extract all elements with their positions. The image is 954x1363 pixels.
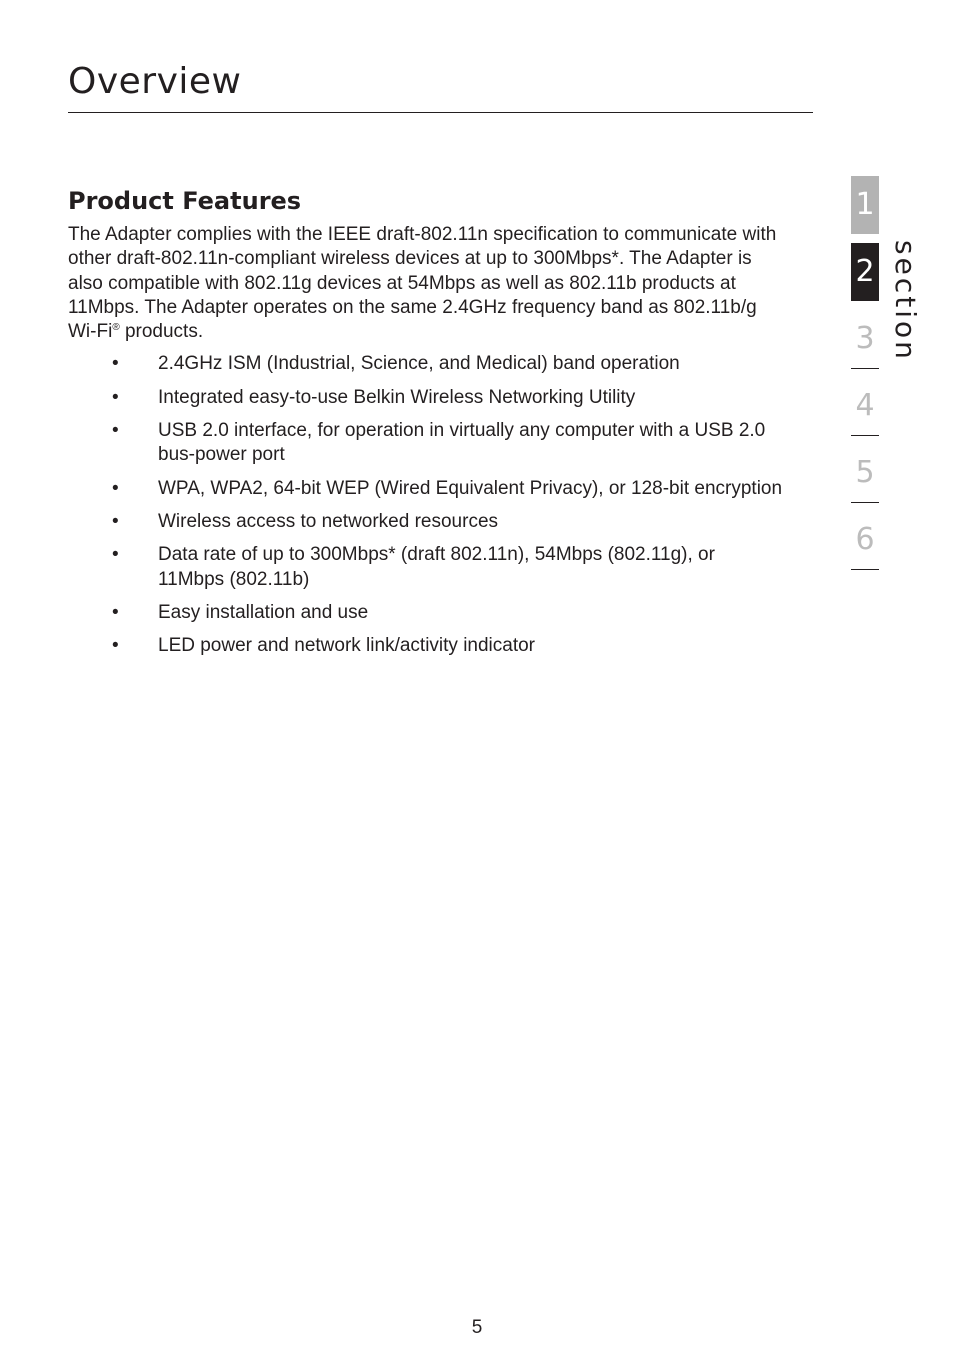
list-item bbox=[68, 352, 783, 376]
section-tab-4[interactable]: 4 bbox=[851, 377, 879, 436]
main-content bbox=[68, 183, 783, 667]
bullet: • bbox=[112, 353, 119, 375]
section-label: section bbox=[889, 240, 922, 362]
feature-list bbox=[68, 352, 783, 658]
section-tab-6[interactable]: 6 bbox=[851, 511, 879, 570]
feature-text: Data rate of up to 300Mbps* (draft 802.11n), 54Mbps (802.11g), or 11Mbps (802.11b) bbox=[158, 544, 715, 590]
section-tab-1[interactable]: 1 bbox=[851, 176, 879, 234]
bullet: • bbox=[112, 510, 119, 532]
list-item bbox=[68, 386, 783, 410]
feature-text: Integrated easy-to-use Belkin Wireless Networking Utility bbox=[158, 386, 636, 408]
list-item bbox=[68, 510, 783, 534]
intro-text: The Adapter complies with the IEEE draft-802.11n specification to communicate with other draft-802.11n-compliant wireless devices at up to 300Mbps*. The Adapter is also compatible with 802.11g devices at 54Mbps as well as 802.11b products at 11Mbps. The Adapter operates on the same 2.4GHz frequency band as 802.11b/g Wi-Fi bbox=[68, 224, 777, 343]
feature-text: Wireless access to networked resources bbox=[158, 510, 499, 532]
feature-text: 2.4GHz ISM (Industrial, Science, and Medical) band operation bbox=[158, 353, 680, 375]
feature-text: Easy installation and use bbox=[158, 601, 369, 623]
feature-text: LED power and network link/activity indicator bbox=[158, 635, 536, 657]
section-tab-3[interactable]: 3 bbox=[851, 310, 879, 369]
title-divider bbox=[68, 112, 813, 113]
page-title: Overview bbox=[68, 61, 242, 102]
list-item bbox=[68, 419, 783, 468]
bullet: • bbox=[112, 420, 119, 442]
bullet: • bbox=[112, 386, 119, 408]
list-item bbox=[68, 634, 783, 658]
list-item bbox=[68, 477, 783, 501]
bullet: • bbox=[112, 477, 119, 499]
bullet: • bbox=[112, 601, 119, 623]
list-item bbox=[68, 543, 783, 592]
list-item bbox=[68, 601, 783, 625]
intro-paragraph bbox=[68, 223, 783, 344]
section-tab-5[interactable]: 5 bbox=[851, 444, 879, 503]
bullet: • bbox=[112, 544, 119, 566]
section-heading: Product Features bbox=[68, 187, 302, 215]
registered-mark: ® bbox=[112, 322, 120, 334]
page-number: 5 bbox=[471, 1317, 483, 1338]
intro-text-end: products. bbox=[119, 321, 204, 343]
section-tab-2[interactable]: 2 bbox=[851, 243, 879, 301]
bullet: • bbox=[112, 635, 119, 657]
feature-text: WPA, WPA2, 64-bit WEP (Wired Equivalent Privacy), or 128-bit encryption bbox=[158, 477, 783, 499]
feature-text: USB 2.0 interface, for operation in virtually any computer with a USB 2.0 bus-power port bbox=[158, 420, 766, 466]
